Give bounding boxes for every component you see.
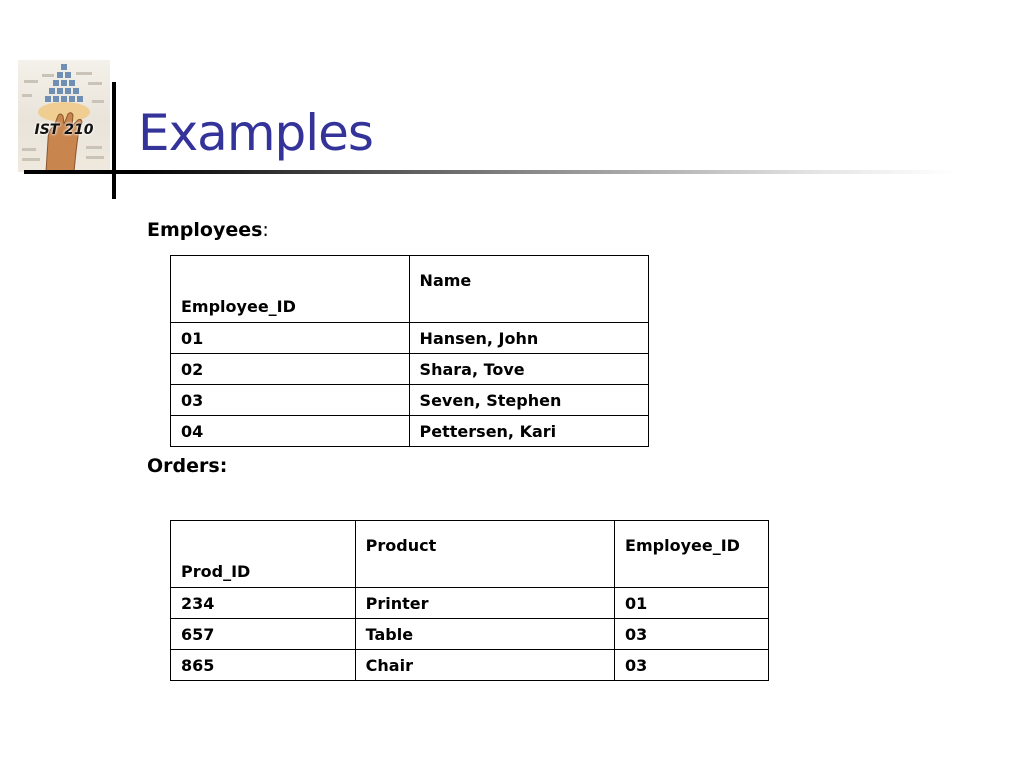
- column-header: Employee_ID: [615, 521, 769, 588]
- table-row: [171, 323, 649, 354]
- table-cell: 03: [615, 619, 769, 650]
- table-row: [171, 650, 769, 681]
- employees-heading: [147, 219, 269, 241]
- table-cell: 01: [171, 323, 410, 354]
- table-cell: 03: [171, 385, 410, 416]
- column-header: Product: [355, 521, 614, 588]
- orders-table: [170, 520, 769, 681]
- table-cell: 234: [171, 588, 356, 619]
- table-row: [171, 385, 649, 416]
- table-cell: Printer: [355, 588, 614, 619]
- table-header-row: [171, 521, 769, 588]
- table-cell: Hansen, John: [409, 323, 648, 354]
- employees-table: [170, 255, 649, 447]
- employees-heading-label: Employees: [147, 219, 263, 241]
- table-cell: Chair: [355, 650, 614, 681]
- table-row: [171, 619, 769, 650]
- title-underline: [24, 170, 954, 174]
- course-logo: [18, 60, 110, 172]
- table-cell: 03: [615, 650, 769, 681]
- table-row: [171, 354, 649, 385]
- table-row: [171, 588, 769, 619]
- table-cell: 657: [171, 619, 356, 650]
- table-cell: Seven, Stephen: [409, 385, 648, 416]
- employees-heading-colon: :: [262, 219, 269, 241]
- table-cell: Pettersen, Kari: [409, 416, 648, 447]
- column-header: Name: [409, 256, 648, 323]
- logo-artwork-icon: [18, 60, 110, 172]
- table-cell: 01: [615, 588, 769, 619]
- column-header: Prod_ID: [171, 521, 356, 588]
- orders-heading-label: Orders:: [147, 455, 228, 477]
- logo-text: IST 210: [34, 122, 94, 138]
- table-header-row: [171, 256, 649, 323]
- slide-title: Examples: [138, 104, 373, 162]
- orders-heading: [147, 455, 227, 477]
- vertical-divider: [112, 82, 116, 199]
- column-header: Employee_ID: [171, 256, 410, 323]
- table-cell: Table: [355, 619, 614, 650]
- table-cell: 04: [171, 416, 410, 447]
- table-cell: Shara, Tove: [409, 354, 648, 385]
- table-row: [171, 416, 649, 447]
- table-cell: 865: [171, 650, 356, 681]
- table-cell: 02: [171, 354, 410, 385]
